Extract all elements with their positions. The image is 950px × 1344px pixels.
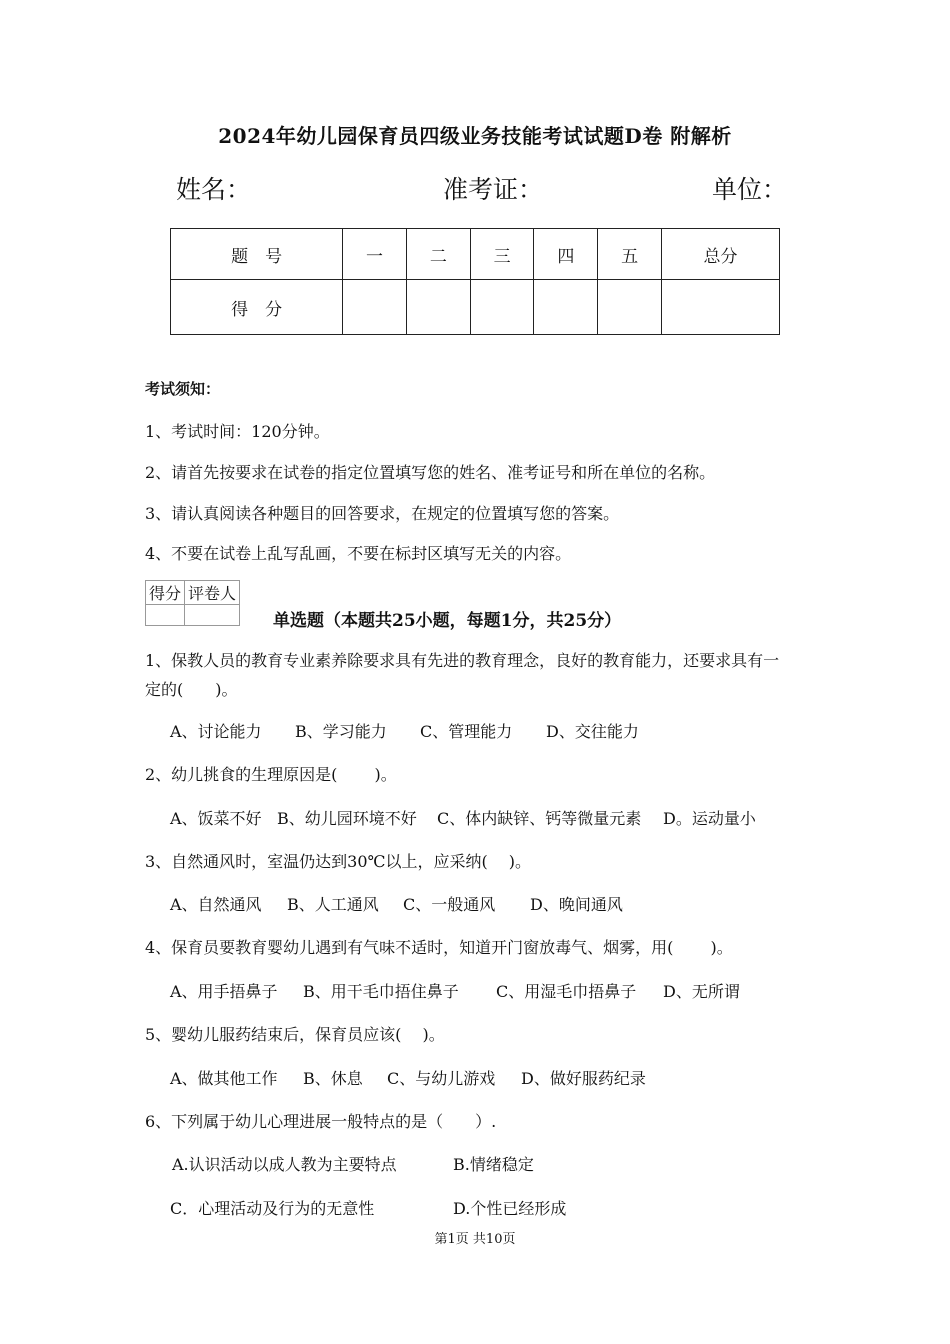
option-b: B、用干毛巾捂住鼻子 (303, 982, 459, 1001)
notice-item: 3、请认真阅读各种题目的回答要求，在规定的位置填写您的答案。 (145, 504, 620, 523)
page-footer: 第1页 共10页 (434, 1232, 516, 1247)
option-c: C、管理能力 (420, 722, 513, 741)
option-a: A、用手捂鼻子 (170, 982, 278, 1001)
option-c: C、体内缺锌、钙等微量元素 (437, 809, 642, 828)
question-stem: 6、下列属于幼儿心理进展一般特点的是（ ）. (145, 1112, 497, 1131)
option-a: A、讨论能力 (170, 722, 262, 741)
option-b: B、休息 (303, 1069, 363, 1088)
score-header-cell: 五 (598, 229, 662, 280)
option-a: A、做其他工作 (170, 1069, 278, 1088)
option-c: C．心理活动及行为的无意性 (170, 1199, 375, 1218)
option-b: B.情绪稳定 (453, 1155, 534, 1174)
option-d: D。运动量小 (663, 809, 756, 828)
score-header-cell: 题 号 (171, 229, 343, 280)
option-c: C、用湿毛巾捂鼻子 (496, 982, 637, 1001)
question-stem: 4、保育员要教育婴幼儿遇到有气味不适时，知道开门窗放毒气、烟雾，用( )。 (145, 938, 733, 957)
exam-id-field-label: 准考证： (443, 175, 544, 204)
option-d: D、无所谓 (663, 982, 740, 1001)
option-d: D、做好服药纪录 (521, 1069, 646, 1088)
option-d: D、晚间通风 (530, 895, 623, 914)
notice-title: 考试须知： (145, 380, 221, 398)
option-c: C、与幼儿游戏 (387, 1069, 496, 1088)
option-c: C、一般通风 (403, 895, 496, 914)
notice-item: 4、不要在试卷上乱写乱画，不要在标封区填写无关的内容。 (145, 544, 572, 563)
option-a: A、自然通风 (170, 895, 262, 914)
score-row-label: 得 分 (171, 280, 343, 335)
score-cell[interactable] (534, 280, 598, 335)
option-a: A、饭菜不好 (170, 809, 262, 828)
score-table-score-row (171, 280, 780, 335)
grader-score-cell[interactable] (146, 605, 185, 626)
score-cell[interactable] (343, 280, 407, 335)
option-d: D、交往能力 (546, 722, 639, 741)
grader-name-label: 评卷人 (185, 581, 240, 605)
question-stem: 1、保教人员的教育专业素养除要求具有先进的教育理念，良好的教育能力，还要求具有一 (145, 651, 780, 670)
score-header-cell: 三 (470, 229, 534, 280)
option-b: B、学习能力 (295, 722, 387, 741)
score-cell[interactable] (470, 280, 534, 335)
notice-item: 1、考试时间：120分钟。 (145, 422, 330, 441)
option-b: B、人工通风 (287, 895, 379, 914)
score-header-cell: 一 (343, 229, 407, 280)
score-cell[interactable] (598, 280, 662, 335)
grader-score-label: 得分 (146, 581, 185, 605)
score-cell[interactable] (662, 280, 780, 335)
option-d: D.个性已经形成 (453, 1199, 567, 1218)
document-title: 2024年幼儿园保育员四级业务技能考试试题D卷 附解析 (218, 124, 732, 148)
option-a: A.认识活动以成人教为主要特点 (172, 1155, 397, 1174)
question-stem: 2、幼儿挑食的生理原因是( )。 (145, 765, 397, 784)
score-header-cell: 二 (406, 229, 470, 280)
grader-box (145, 580, 240, 626)
question-stem: 5、婴幼儿服药结束后，保育员应该( )。 (145, 1025, 445, 1044)
unit-field-label: 单位： (712, 175, 788, 204)
score-table (170, 228, 780, 335)
question-stem: 3、自然通风时，室温仍达到30℃以上，应采纳( )。 (145, 852, 532, 871)
score-cell[interactable] (406, 280, 470, 335)
notice-item: 2、请首先按要求在试卷的指定位置填写您的姓名、准考证号和所在单位的名称。 (145, 463, 716, 482)
name-field-label: 姓名： (176, 175, 252, 204)
grader-name-cell[interactable] (185, 605, 240, 626)
question-stem-continued: 定的( )。 (145, 680, 238, 699)
section-title: 单选题（本题共25小题，每题1分，共25分） (273, 611, 622, 631)
score-table-header-row (171, 229, 780, 280)
score-header-cell: 总分 (662, 229, 780, 280)
score-header-cell: 四 (534, 229, 598, 280)
option-b: B、幼儿园环境不好 (277, 809, 417, 828)
